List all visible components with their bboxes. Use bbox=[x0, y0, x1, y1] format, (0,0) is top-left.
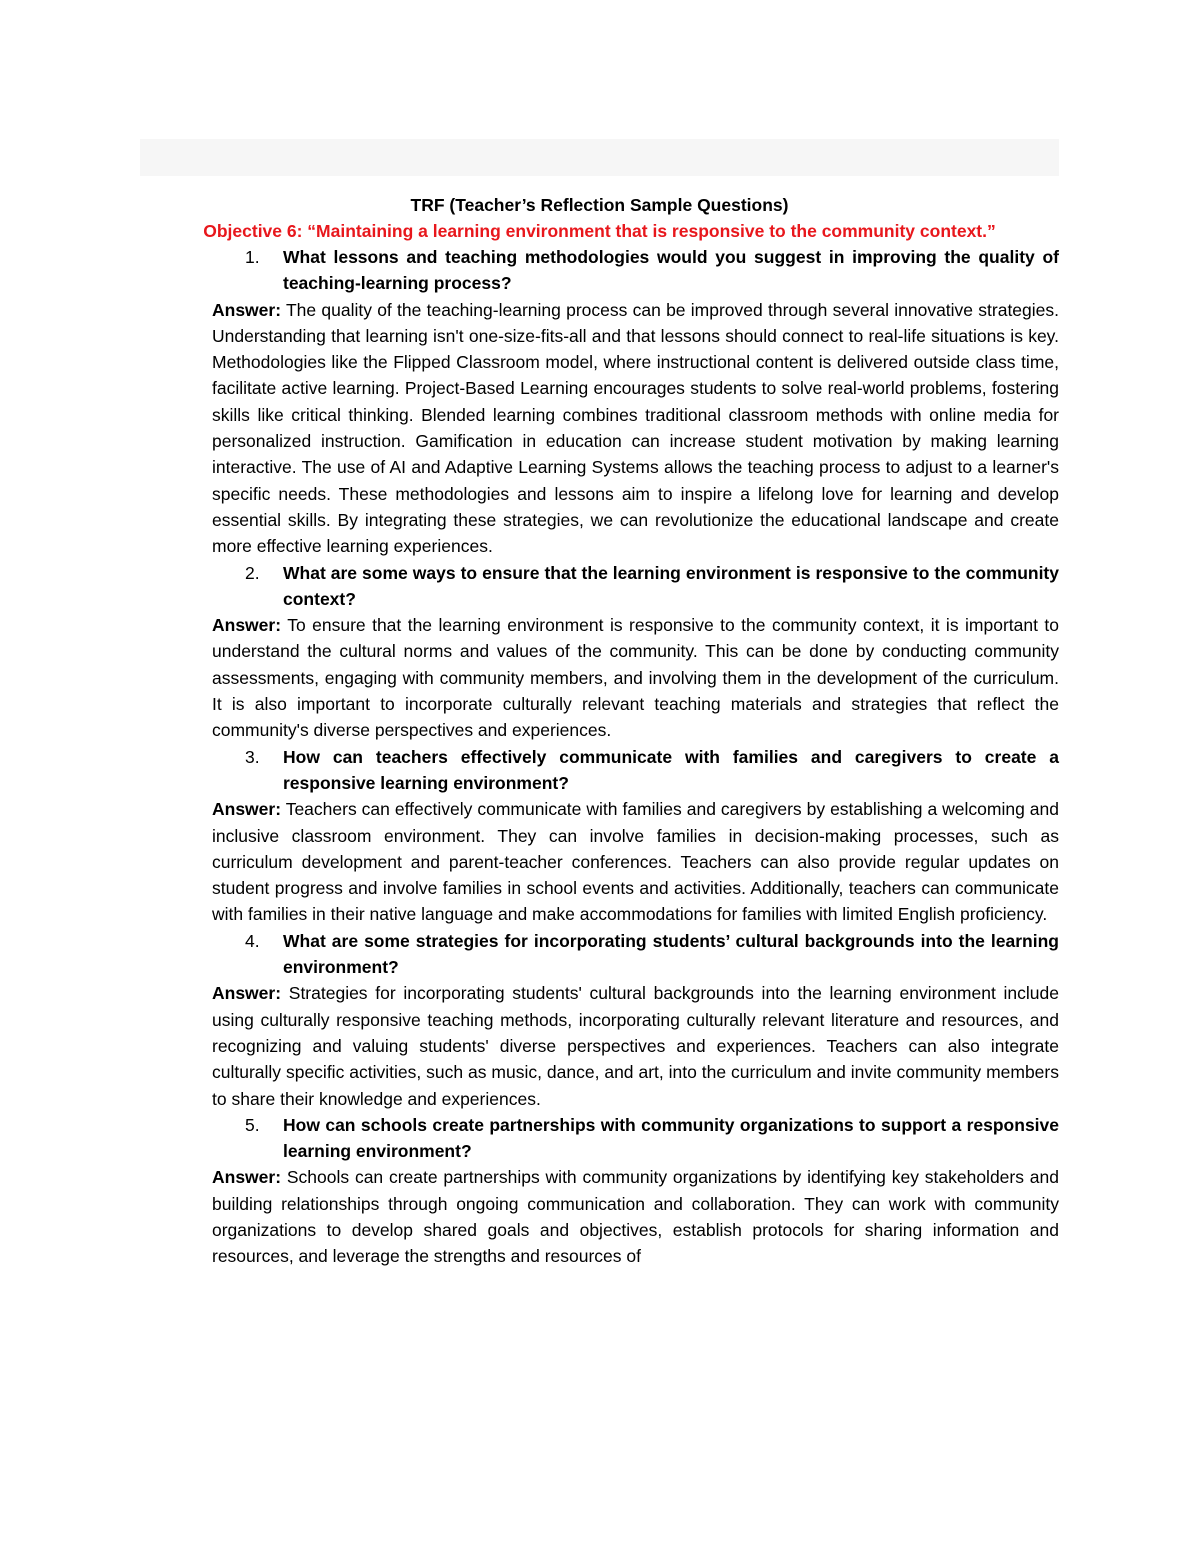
answer-paragraph bbox=[212, 980, 1059, 1111]
answer-text: Teachers can effectively communicate with families and caregivers by establishing a welcoming and inclusive classroom environment. They can involve families in decision-making processes, such as curriculum development and parent-teacher conferences. Teachers can also provide regular updates on student progress and involve families in school events and activities. Additionally, teachers can communicate with families in their native language and make accommodations for families with limited English proficiency. bbox=[212, 799, 1060, 925]
question-number: 1. bbox=[245, 247, 260, 267]
question-label: What are some ways to ensure that the learning environment is responsive to the community context? bbox=[283, 562, 1059, 609]
document-header-band bbox=[140, 139, 1059, 176]
question-label: What are some strategies for incorporating students’ cultural backgrounds into the learning environment? bbox=[283, 930, 1059, 978]
question-label: How can teachers effectively communicate with families and caregivers to create a responsive learning environment? bbox=[283, 746, 1059, 793]
question-text bbox=[245, 744, 1059, 797]
answer-label: Answer: bbox=[212, 299, 282, 320]
document-body bbox=[140, 192, 1059, 1270]
question-list bbox=[140, 244, 1059, 1270]
list-item bbox=[140, 560, 1059, 744]
question-number: 2. bbox=[245, 562, 260, 583]
question-text bbox=[245, 244, 1059, 297]
answer-label: Answer: bbox=[212, 615, 282, 636]
answer-text: Schools can create partnerships with community organizations by identifying key stakeholders and building relationships through ongoing communication and collaboration. They can work with community organizations to develop shared goals and objectives, establish protocols for sharing information and resources, and leverage the strengths and resources of bbox=[212, 1167, 1059, 1267]
document-title: TRF (Teacher’s Reflection Sample Questions) bbox=[410, 195, 789, 215]
answer-text: To ensure that the learning environment is responsive to the community context, it is important to understand the cultural norms and values of the community. This can be done by conducting community assessments, engaging with community members, and involving them in the development of the curriculum. It is also important to incorporate culturally relevant teaching materials and strategies that reflect the community's diverse perspectives and experiences. bbox=[212, 615, 1060, 741]
question-text bbox=[245, 1112, 1059, 1165]
answer-paragraph bbox=[212, 796, 1059, 927]
answer-text: Strategies for incorporating students' cultural backgrounds into the learning environment include using culturally responsive teaching methods, incorporating culturally relevant literature and resources, and recognizing and valuing students' diverse perspectives and experiences. Teachers can also integrate culturally specific activities, such as music, dance, and art, into the curriculum and invite community members to share their knowledge and experiences. bbox=[212, 983, 1059, 1109]
question-number: 4. bbox=[245, 930, 260, 951]
list-item bbox=[140, 1112, 1059, 1270]
answer-paragraph bbox=[212, 612, 1059, 743]
answer-paragraph bbox=[212, 1164, 1059, 1269]
question-text bbox=[245, 560, 1059, 613]
list-item bbox=[140, 244, 1059, 560]
list-item bbox=[140, 744, 1059, 928]
answer-label: Answer: bbox=[212, 799, 282, 820]
question-text bbox=[245, 928, 1059, 981]
question-number: 5. bbox=[245, 1114, 260, 1135]
objective-heading: Objective 6: “Maintaining a learning environment that is responsive to the community context.” bbox=[203, 221, 996, 241]
answer-label: Answer: bbox=[212, 983, 282, 1004]
answer-label: Answer: bbox=[212, 1167, 282, 1188]
list-item bbox=[140, 928, 1059, 1112]
answer-paragraph bbox=[212, 297, 1059, 560]
answer-text: The quality of the teaching-learning process can be improved through several innovative strategies. Understanding that learning isn't one-size-fits-all and that lessons should connect to real-life situations is key. Methodologies like the Flipped Classroom model, where instructional content is delivered outside class time, facilitate active learning. Project-Based Learning encourages students to solve real-world problems, fostering skills like critical thinking. Blended learning combines traditional classroom methods with online media for personalized instruction. Gamification in education can increase student motivation by making learning interactive. The use of AI and Adaptive Learning Systems allows the teaching process to adjust to a learner's specific needs. These methodologies and lessons aim to inspire a lifelong love for learning and develop essential skills. By integrating these strategies, we can revolutionize the educational landscape and create more effective learning experiences. bbox=[212, 299, 1060, 557]
question-number: 3. bbox=[245, 746, 260, 767]
question-label: How can schools create partnerships with community organizations to support a responsive learning environment? bbox=[283, 1114, 1059, 1162]
question-label: What lessons and teaching methodologies would you suggest in improving the quality of teaching-learning process? bbox=[283, 247, 1059, 294]
